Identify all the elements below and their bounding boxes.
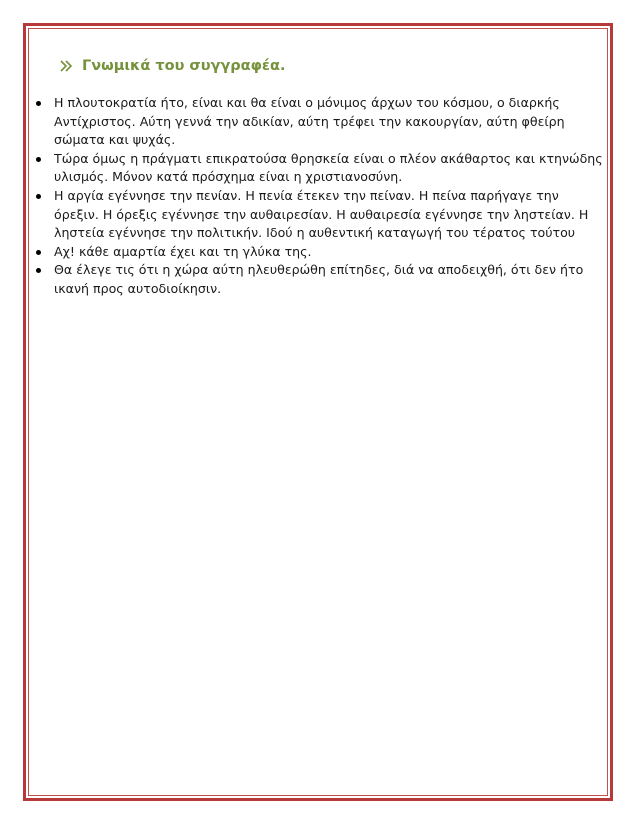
list-item-text: Η πλουτοκρατία ήτο, είναι και θα είναι ο μόνιμος άρχων του κόσμου, ο διαρκής Αντίχριστος. Αύτη γεννά την αδικίαν, αύτη τρέφει την κακουργίαν, αύτη φθείρη σώματα και ψυχάς. <box>54 95 565 148</box>
list-item <box>36 187 606 243</box>
bullet-icon <box>36 101 41 106</box>
list-item-text: Θα έλεγε τις ότι η χώρα αύτη ηλευθερώθη επίτηδες, διά να αποδειχθή, ότι δεν ήτο ικανή προς αυτοδιοίκησιν. <box>54 262 584 296</box>
aphorism-list <box>36 94 606 299</box>
bullet-icon <box>36 268 41 273</box>
list-item-text: Αχ! κάθε αμαρτία έχει και τη γλύκα της. <box>54 243 312 259</box>
list-item-text: Τώρα όμως η πράγματι επικρατούσα θρησκεία είναι ο πλέον ακάθαρτος και κτηνώδης υλισμός. Μόνον κατά πρόσχημα είναι η χριστιανοσύνη. <box>54 150 603 185</box>
heading-text: Γνωμικά του συγγραφέα. <box>82 58 286 74</box>
list-item <box>36 243 606 262</box>
bullet-icon <box>36 250 41 255</box>
list-item <box>36 150 606 187</box>
list-item <box>36 261 606 298</box>
bullet-icon <box>36 194 41 199</box>
list-item <box>36 94 606 150</box>
bullet-icon <box>36 157 41 162</box>
section-heading <box>60 58 285 74</box>
list-item-text: Η αργία εγέννησε την πενίαν. Η πενία έτεκεν την πείναν. Η πείνα παρήγαγε την όρεξιν. Η όρεξις εγέννησε την αυθαιρεσίαν. Η αυθαιρεσία εγέννησε την ληστείαν. Η ληστεία εγέννησε την πολιτικήν. Ιδού η αυθεντική καταγωγή του τέρατος τούτου <box>54 187 589 241</box>
double-arrow-icon <box>60 60 74 72</box>
